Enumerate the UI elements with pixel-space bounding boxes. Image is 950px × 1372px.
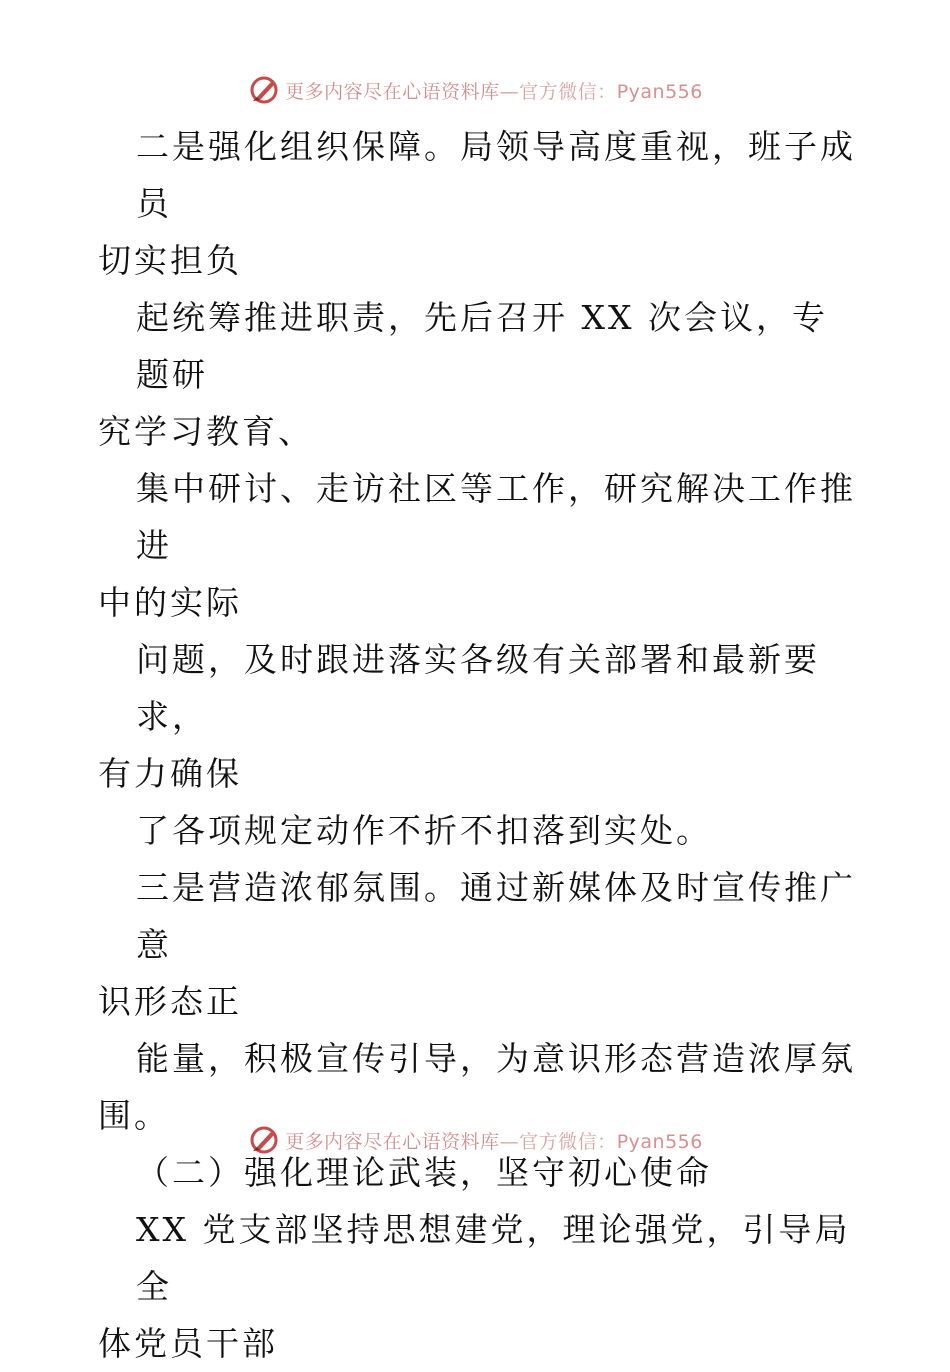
document-lines [98, 118, 858, 1372]
watermark-text [285, 1127, 703, 1154]
document-line: 中的实际 [98, 583, 242, 622]
document-line: 三是营造浓郁氛围。通过新媒体及时宣传推广意 [136, 868, 856, 964]
document-line: （二）强化理论武装，坚守初心使命 [136, 1153, 712, 1192]
watermark-separator: — [499, 80, 520, 103]
document-line: 究学习教育、 [98, 412, 314, 451]
document-line: 起统筹推进职责，先后召开 XX 次会议，专题研 [136, 298, 828, 394]
document-line: 了各项规定动作不折不扣落到实处。 [136, 811, 712, 850]
watermark-brand: 更多内容尽在心语资料库 [285, 1130, 500, 1153]
document-line: XX 党支部坚持思想建党，理论强党，引导局全 [136, 1210, 851, 1306]
document-line: 有力确保 [98, 754, 242, 793]
header-watermark [0, 70, 950, 110]
document-line: 集中研讨、走访社区等工作，研究解决工作推进 [136, 469, 856, 565]
watermark-wechat-id: Pyan556 [616, 1130, 703, 1153]
document-line: 能量，积极宣传引导，为意识形态营造浓厚氛 [136, 1039, 856, 1078]
document-line: 识形态正 [98, 982, 242, 1021]
watermark-text [285, 77, 703, 104]
watermark-label: 官方微信： [519, 80, 617, 103]
watermark-label: 官方微信： [519, 1130, 617, 1153]
document-line: 二是强化组织保障。局领导高度重视，班子成员 [136, 127, 856, 223]
watermark-wechat-id: Pyan556 [616, 80, 703, 103]
document-line: 体党员干部 [98, 1324, 278, 1363]
document-line: 围。 [98, 1096, 170, 1135]
pen-circle-logo-icon [247, 73, 281, 107]
pen-circle-logo-icon [247, 1123, 281, 1157]
footer-watermark [0, 1120, 950, 1160]
document-body [98, 118, 858, 1372]
document-line: 问题，及时跟进落实各级有关部署和最新要求， [136, 640, 820, 736]
watermark-brand: 更多内容尽在心语资料库 [285, 80, 500, 103]
document-line: 切实担负 [98, 241, 242, 280]
watermark-separator: — [499, 1130, 520, 1153]
